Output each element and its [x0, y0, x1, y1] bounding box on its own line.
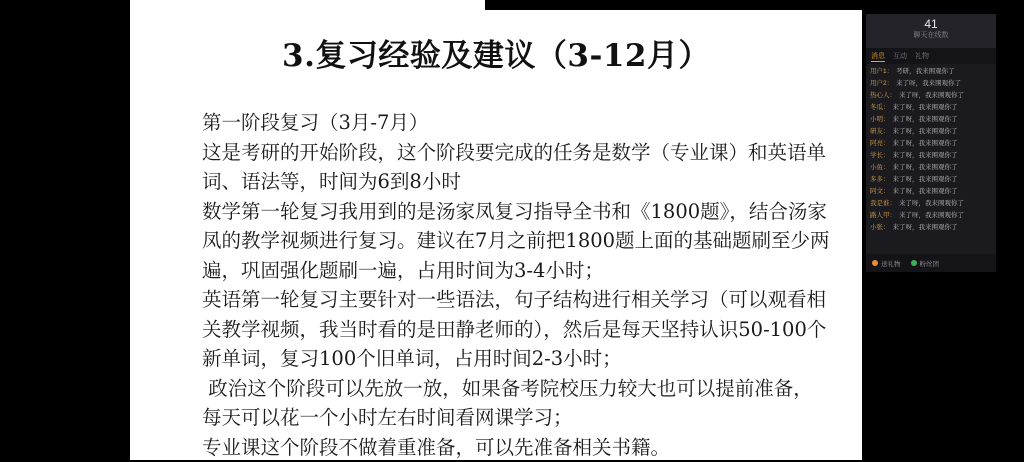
slide-area — [130, 0, 862, 460]
list-item — [870, 127, 992, 136]
list-item — [870, 103, 992, 112]
fanclub-button[interactable] — [911, 259, 940, 268]
chat-username: 学长： — [870, 151, 890, 160]
chat-username: 研友： — [870, 127, 890, 136]
chat-text: 来了呀，我来围观你了 — [899, 199, 964, 208]
list-item — [870, 223, 992, 232]
chat-username: 用户1： — [870, 67, 893, 76]
slide-top-bar — [485, 0, 900, 10]
chat-text: 来了呀，我来围观你了 — [899, 91, 964, 100]
list-item — [870, 79, 992, 88]
chat-username: 小明： — [870, 115, 890, 124]
tab-interactions[interactable]: 互动 — [893, 51, 907, 61]
chat-username: 用户2： — [870, 79, 893, 88]
list-item — [870, 151, 992, 160]
list-item — [870, 175, 992, 184]
list-item — [870, 139, 992, 148]
paragraph-4: 英语第一轮复习主要针对一些语法，句子结构进行相关学习（可以观看相关教学视频，我当时看的是田静老师的），然后是每天坚持认识50-100个新单词，复习100个旧单词，占用时间2-3小时； — [202, 285, 830, 374]
fanclub-label: 粉丝团 — [920, 259, 940, 268]
list-item — [870, 91, 992, 100]
chat-username: 路人甲： — [870, 211, 896, 220]
chat-text: 来了呀，我来围观你了 — [893, 187, 958, 196]
chat-text: 来了呀，我来围观你了 — [893, 223, 958, 232]
chat-text: 考研，我来围观你了 — [896, 67, 955, 76]
list-item — [870, 115, 992, 124]
paragraph-6: 专业课这个阶段不做着重准备，可以先准备相关书籍。 — [202, 433, 830, 462]
gift-label: 送礼物 — [881, 259, 901, 268]
paragraph-2: 这是考研的开始阶段，这个阶段要完成的任务是数学（专业课）和英语单词、语法等，时间为6到8小时 — [202, 138, 830, 197]
chat-text: 来了呀，我来围观你了 — [893, 127, 958, 136]
viewer-count: 41 — [866, 18, 996, 31]
list-item — [870, 199, 992, 208]
chat-header — [866, 14, 996, 48]
list-item — [870, 211, 992, 220]
paragraph-5: 政治这个阶段可以先放一放，如果备考院校压力较大也可以提前准备，每天可以花一个小时左右时间看网课学习； — [202, 374, 830, 433]
live-chat-panel — [866, 14, 996, 272]
slide-body — [202, 108, 830, 462]
chat-footer — [866, 254, 996, 272]
tab-gifts[interactable]: 礼物 — [915, 51, 929, 61]
chat-text: 来了呀，我来围观你了 — [899, 211, 964, 220]
chat-text: 来了呀，我来围观你了 — [893, 115, 958, 124]
page-title: 3.复习经验及建议（3-12月） — [130, 30, 862, 75]
paragraph-1: 第一阶段复习（3月-7月） — [202, 108, 830, 138]
chat-username: 小鱼： — [870, 163, 890, 172]
chat-username: 小张： — [870, 223, 890, 232]
chat-username: 热心人： — [870, 91, 896, 100]
list-item — [870, 163, 992, 172]
gift-icon — [872, 260, 878, 266]
chat-username: 多多： — [870, 175, 890, 184]
tab-messages[interactable]: 消息 — [871, 51, 885, 62]
chat-text: 来了呀，我来围观你了 — [893, 103, 958, 112]
chat-tabs[interactable] — [866, 48, 996, 64]
viewer-count-label: 聊天在线数 — [866, 31, 996, 41]
chat-text: 来了呀，我来围观你了 — [896, 79, 961, 88]
gift-button[interactable] — [872, 259, 901, 268]
list-item — [870, 187, 992, 196]
chat-message-list[interactable] — [866, 64, 996, 232]
chat-username: 阿亮： — [870, 139, 890, 148]
fanclub-icon — [911, 260, 917, 266]
chat-text: 来了呀，我来围观你了 — [893, 175, 958, 184]
list-item — [870, 67, 992, 76]
chat-text: 来了呀，我来围观你了 — [893, 139, 958, 148]
chat-text: 来了呀，我来围观你了 — [893, 163, 958, 172]
chat-username: 我是谁： — [870, 199, 896, 208]
paragraph-3: 数学第一轮复习我用到的是汤家凤复习指导全书和《1800题》，结合汤家凤的教学视频进行复习。建议在7月之前把1800题上面的基础题刷至少两遍，巩固强化题刷一遍，占用时间为3-4小时； — [202, 197, 830, 286]
chat-text: 来了呀，我来围观你了 — [893, 151, 958, 160]
chat-username: 冬瓜： — [870, 103, 890, 112]
chat-username: 阿文： — [870, 187, 890, 196]
